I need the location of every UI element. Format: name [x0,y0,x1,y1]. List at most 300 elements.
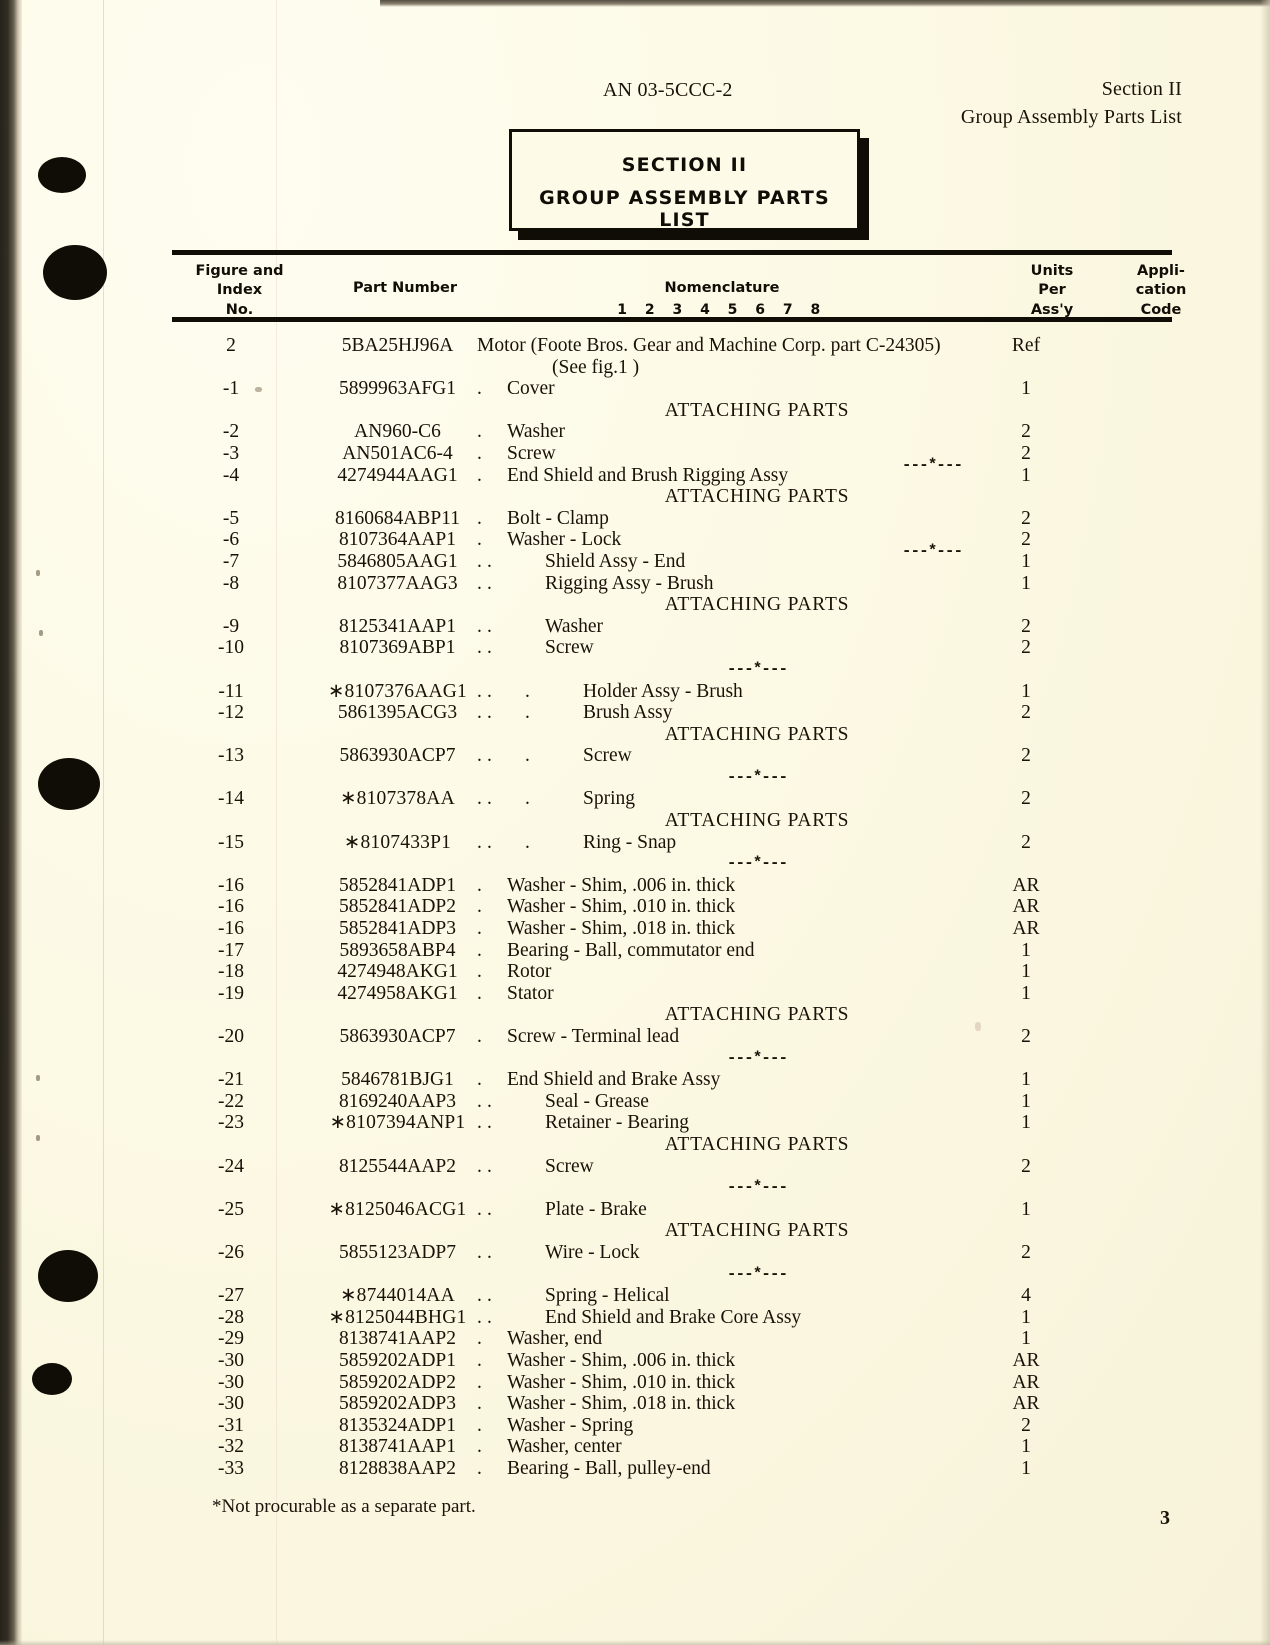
binder-punch-hole [43,245,107,300]
cell-figure-index: -10 [218,637,244,659]
table-row [172,335,1172,357]
cell-nomenclature: Rigging Assy - Brush [545,572,714,594]
scan-edge-left [0,0,22,1645]
cell-figure-index: -5 [222,507,240,529]
nomenclature-indent-dot: . [487,615,492,637]
cell-nomenclature: Stator [507,982,554,1004]
table-row [172,1156,1172,1178]
cell-part-number: 5846805AAG1 [337,550,458,572]
cell-part-number: AN960-C6 [354,421,441,443]
section-title-line2: GROUP ASSEMBLY PARTS LIST [539,187,830,231]
table-row [172,1026,1172,1048]
nomenclature-indent-dot: . [525,680,530,702]
cell-units-per-assy: 1 [1021,1306,1031,1328]
table-header-row [172,255,1187,318]
table-row [172,702,1172,724]
cell-figure-index: -27 [218,1285,244,1307]
nomenclature-indent-dot: . [477,1112,482,1134]
cell-part-number: 8125341AAP1 [338,615,456,637]
nomenclature-indent-dot: . [487,1112,492,1134]
cell-figure-index: -11 [218,680,244,702]
nomenclature-indent-dot: . [487,1090,492,1112]
table-row [172,788,1172,810]
attaching-parts-label [172,400,1172,422]
cell-units-per-assy: 1 [1021,982,1031,1004]
scan-edge-bottom [0,1640,1270,1645]
cell-part-number: 5863930ACP7 [339,1026,456,1047]
header-section-label: Section II [1101,78,1182,100]
attaching-parts-label [172,810,1172,832]
cell-figure-index: -15 [218,831,244,853]
nomenclature-indent-dot: . [477,896,482,918]
nomenclature-indent-dot: . [477,378,482,400]
cell-nomenclature: Washer [545,615,603,637]
table-row [172,832,1172,854]
scan-speck [36,1135,40,1141]
cell-part-number: 5855123ADP7 [338,1241,456,1263]
nomenclature-indent-dot: . [477,529,482,551]
attaching-parts-text: ATTACHING PARTS [664,1133,850,1155]
cell-units-per-assy: 1 [1021,464,1031,486]
nomenclature-indent-dot: . [477,421,482,443]
cell-part-number: ∗8107378AA [340,788,455,810]
cell-nomenclature: Washer - Shim, .010 in. thick [507,896,736,918]
nomenclature-indent-dot: . [525,702,530,724]
attaching-parts-label [172,724,1172,746]
cell-units-per-assy: 2 [1021,745,1031,767]
cell-figure-index: -30 [218,1393,244,1415]
table-row [172,1393,1172,1415]
cell-units-per-assy: 1 [1021,961,1031,983]
nomenclature-indent-dot: . [477,442,482,464]
nomenclature-indent-dot: . [487,788,492,810]
table-row [172,465,1172,487]
margin-rule-line [103,0,104,1645]
cell-units-per-assy: AR [1012,874,1040,896]
cell-figure-index: -1 [222,378,240,400]
section-title-line1: SECTION II [621,154,748,176]
attaching-parts-text: ATTACHING PARTS [664,486,850,508]
cell-figure-index: -28 [218,1306,244,1328]
cell-part-number: 8135324ADP1 [338,1414,456,1436]
cell-nomenclature: Screw [545,637,594,659]
scan-speck [39,630,43,636]
cell-part-number: ∗8107376AAG1 [328,680,467,702]
nomenclature-indent-dot: . [487,1155,492,1177]
cell-part-number: 5859202ADP3 [338,1393,456,1415]
table-row [172,1372,1172,1394]
binder-punch-hole [38,1250,98,1302]
column-header-nomenclature-levels: 1 2 3 4 5 6 7 8 [617,302,827,318]
nomenclature-indent-dot: . [477,831,482,853]
column-header-part-number: Part Number [352,280,458,296]
nomenclature-indent-dot: . [477,615,482,637]
column-header-application-code: Appli- cation Code [1135,263,1187,318]
table-row [172,1436,1172,1458]
cell-figure-index: -25 [218,1198,244,1220]
cell-units-per-assy: 2 [1021,1414,1031,1436]
cell-part-number: 8138741AAP1 [338,1436,456,1458]
cell-figure-index: -30 [218,1371,244,1393]
cell-nomenclature: Retainer - Bearing [545,1112,690,1134]
nomenclature-indent-dot: . [477,550,482,572]
section-separator [172,1048,1172,1070]
cell-units-per-assy: 2 [1021,507,1031,529]
attaching-parts-text: ATTACHING PARTS [664,1004,850,1026]
cell-figure-index: -16 [218,918,244,940]
cell-part-number: 5852841ADP3 [338,918,456,940]
cell-part-number: 8138741AAP2 [338,1328,456,1350]
nomenclature-indent-dot: . [477,1155,482,1177]
cell-nomenclature: End Shield and Brake Assy [507,1069,721,1091]
cell-figure-index: -22 [218,1090,244,1112]
nomenclature-indent-dot: . [477,982,482,1004]
cell-units-per-assy: 1 [1021,378,1031,400]
cell-part-number: ∗8125046ACG1 [328,1198,467,1220]
cell-units-per-assy: 1 [1021,550,1031,572]
cell-figure-index: -20 [218,1026,244,1047]
cell-figure-index: -21 [218,1069,244,1091]
cell-nomenclature: Screw [507,442,556,464]
cell-part-number: 4274958AKG1 [337,982,458,1004]
nomenclature-indent-dot: . [477,1393,482,1415]
cell-units-per-assy: 2 [1021,831,1031,853]
cell-figure-index: -3 [222,442,240,464]
cell-part-number: 4274944AAG1 [337,464,458,486]
nomenclature-indent-dot: . [525,745,530,767]
nomenclature-indent-dot: . [477,1349,482,1371]
attaching-parts-label [172,1004,1172,1026]
separator-text: ---*--- [726,1048,788,1067]
section-separator [172,659,1172,681]
cell-units-per-assy: 1 [1021,572,1031,594]
cell-part-number: 5852841ADP2 [338,896,456,918]
section-separator [172,1177,1172,1199]
attaching-parts-label [172,1134,1172,1156]
cell-units-per-assy: 2 [1021,421,1031,443]
nomenclature-indent-dot: . [487,745,492,767]
cell-part-number: 8107364AAP1 [338,529,456,551]
cell-nomenclature: Rotor [507,961,552,983]
cell-nomenclature: Bearing - Ball, pulley-end [507,1457,711,1479]
cell-part-number: 5BA25HJ96A [341,335,454,356]
cell-part-number: 8128838AAP2 [338,1457,456,1479]
nomenclature-indent-dot: . [487,572,492,594]
attaching-parts-text: ATTACHING PARTS [664,810,850,832]
cell-units-per-assy: 4 [1021,1285,1031,1307]
nomenclature-indent-dot: . [477,874,482,896]
cell-units-per-assy: 1 [1021,1436,1031,1458]
nomenclature-indent-dot: . [477,1414,482,1436]
cell-figure-index: -14 [218,788,244,810]
cell-part-number: 8107369ABP1 [339,637,456,659]
scan-speck [36,1075,40,1081]
cell-figure-index: -26 [218,1241,244,1263]
cell-nomenclature: Motor (Foote Bros. Gear and Machine Corp. part C-24305) [477,335,941,356]
binder-punch-hole [38,157,86,193]
cell-part-number: 8160684ABP11 [335,507,460,529]
cell-units-per-assy: 2 [1021,1026,1031,1047]
table-body [172,322,1172,1479]
nomenclature-continuation-text: (See fig.1 ) [552,356,640,378]
cell-figure-index: -29 [218,1328,244,1350]
cell-nomenclature: Washer - Shim, .006 in. thick [507,874,736,896]
cell-units-per-assy: 1 [1021,1069,1031,1091]
nomenclature-indent-dot: . [477,1069,482,1091]
cell-part-number: 8125544AAP2 [338,1155,456,1177]
section-separator [172,767,1172,789]
nomenclature-indent-dot: . [487,637,492,659]
cell-figure-index: -30 [218,1349,244,1371]
nomenclature-indent-dot: . [477,1436,482,1458]
cell-part-number: 5859202ADP1 [338,1349,456,1371]
parts-list-table [172,250,1187,1479]
cell-nomenclature: Screw - Terminal lead [507,1026,680,1047]
cell-figure-index: -4 [222,464,240,486]
nomenclature-indent-dot: . [477,918,482,940]
section-separator [172,1264,1172,1286]
table-row [172,896,1172,918]
cell-nomenclature: Washer - Spring [507,1414,634,1436]
cell-figure-index: -17 [218,939,244,961]
cell-part-number: 5859202ADP2 [338,1371,456,1393]
nomenclature-indent-dot: . [477,1090,482,1112]
cell-nomenclature: Washer - Lock [507,529,622,551]
cell-part-number: ∗8107433P1 [343,831,452,853]
table-row [172,573,1172,595]
table-row [172,875,1172,897]
nomenclature-indent-dot: . [477,1241,482,1263]
cell-part-number: ∗8107394ANP1 [329,1112,466,1134]
cell-units-per-assy: 2 [1021,442,1031,464]
table-row [172,1415,1172,1437]
cell-nomenclature: Washer, center [507,1436,622,1458]
cell-units-per-assy: 2 [1021,637,1031,659]
nomenclature-indent-dot: . [477,1285,482,1307]
cell-part-number: ∗8125044BHG1 [328,1306,467,1328]
nomenclature-indent-dot: . [487,702,492,724]
cell-nomenclature: End Shield and Brake Core Assy [545,1306,802,1328]
table-row [172,1242,1172,1264]
table-row [172,681,1172,703]
cell-units-per-assy: AR [1012,1349,1040,1371]
cell-figure-index: -24 [218,1155,244,1177]
table-row [172,1112,1172,1134]
table-row [172,983,1172,1005]
cell-figure-index: -13 [218,745,244,767]
separator-text: ---*--- [726,659,788,678]
nomenclature-indent-dot: . [487,680,492,702]
table-row [172,961,1172,983]
nomenclature-continuation [172,357,1172,379]
nomenclature-indent-dot: . [477,1306,482,1328]
nomenclature-indent-dot: . [477,1328,482,1350]
attaching-parts-text: ATTACHING PARTS [664,1220,850,1242]
cell-part-number: 8107377AAG3 [337,572,458,594]
attaching-parts-label [172,594,1172,616]
column-header-units-per-assy: Units Per Ass'y [1030,263,1074,318]
nomenclature-indent-dot: . [487,1198,492,1220]
table-row [172,378,1172,400]
table-row [172,940,1172,962]
nomenclature-indent-dot: . [477,702,482,724]
nomenclature-indent-dot: . [477,680,482,702]
cell-units-per-assy: AR [1012,1393,1040,1415]
cell-figure-index: -16 [218,874,244,896]
cell-units-per-assy: 2 [1021,529,1031,551]
cell-part-number: 4274948AKG1 [337,961,458,983]
separator-text: ---*--- [901,455,963,474]
section-title-box [509,129,860,231]
cell-units-per-assy: AR [1012,1371,1040,1393]
cell-figure-index: -33 [218,1457,244,1479]
cell-figure-index: -18 [218,961,244,983]
cell-part-number: 5899963AFG1 [338,378,456,400]
separator-text: ---*--- [726,1178,788,1197]
binder-punch-hole [38,758,100,810]
cell-nomenclature: Spring - Helical [545,1285,670,1307]
nomenclature-indent-dot: . [477,507,482,529]
document-number: AN 03-5CCC-2 [603,79,733,101]
table-row [172,918,1172,940]
cell-figure-index: 2 [226,335,236,356]
separator-text: ---*--- [726,854,788,873]
cell-nomenclature: Washer - Shim, .010 in. thick [507,1371,736,1393]
cell-part-number: 5893658ABP4 [339,939,456,961]
cell-nomenclature: Washer - Shim, .018 in. thick [507,918,736,940]
cell-nomenclature: Holder Assy - Brush [583,680,743,702]
table-row [172,637,1172,659]
column-header-nomenclature: Nomenclature [664,280,780,296]
scan-edge-right [1260,0,1270,1645]
attaching-parts-label [172,1220,1172,1242]
cell-units-per-assy: AR [1012,896,1040,918]
nomenclature-indent-dot: . [487,1241,492,1263]
cell-figure-index: -23 [218,1112,244,1134]
cell-part-number: 5863930ACP7 [339,745,456,767]
attaching-parts-text: ATTACHING PARTS [664,399,850,421]
nomenclature-indent-dot: . [477,1371,482,1393]
cell-nomenclature: Washer [507,421,565,443]
nomenclature-indent-dot: . [477,1026,482,1047]
cell-part-number: 5852841ADP1 [338,874,456,896]
cell-units-per-assy: 1 [1021,680,1031,702]
scan-speck [36,570,40,576]
cell-nomenclature: Seal - Grease [545,1090,649,1112]
header-section-sublabel: Group Assembly Parts List [960,106,1182,128]
table-row [172,616,1172,638]
table-row [172,1307,1172,1329]
cell-nomenclature: Cover [507,378,555,400]
cell-figure-index: -19 [218,982,244,1004]
cell-units-per-assy: 1 [1021,1198,1031,1220]
table-row [172,442,1172,474]
table-row [172,745,1172,767]
cell-part-number: 8169240AAP3 [338,1090,456,1112]
table-row [172,1069,1172,1091]
cell-nomenclature: Brush Assy [583,702,673,724]
cell-figure-index: -9 [222,615,240,637]
cell-part-number: AN501AC6-4 [342,442,453,464]
table-row [172,551,1172,573]
nomenclature-indent-dot: . [477,961,482,983]
separator-text: ---*--- [726,767,788,786]
cell-figure-index: -32 [218,1436,244,1458]
cell-nomenclature: Plate - Brake [545,1198,647,1220]
table-row [172,421,1172,443]
table-row [172,508,1172,530]
cell-nomenclature: Shield Assy - End [545,550,686,572]
attaching-parts-label [172,486,1172,508]
nomenclature-indent-dot: . [477,464,482,486]
cell-units-per-assy: Ref [1011,335,1041,356]
cell-figure-index: -7 [222,550,240,572]
section-separator [172,853,1172,875]
cell-nomenclature: Washer - Shim, .006 in. thick [507,1349,736,1371]
nomenclature-indent-dot: . [477,788,482,810]
nomenclature-indent-dot: . [477,1198,482,1220]
cell-units-per-assy: 2 [1021,1155,1031,1177]
nomenclature-indent-dot: . [477,745,482,767]
nomenclature-indent-dot: . [477,572,482,594]
nomenclature-indent-dot: . [487,1285,492,1307]
nomenclature-indent-dot: . [487,1306,492,1328]
nomenclature-indent-dot: . [525,831,530,853]
cell-nomenclature: Washer - Shim, .018 in. thick [507,1393,736,1415]
cell-units-per-assy: 2 [1021,1241,1031,1263]
scan-edge-top [380,0,1270,7]
cell-nomenclature: Bolt - Clamp [507,507,609,529]
cell-nomenclature: End Shield and Brush Rigging Assy [507,464,789,486]
nomenclature-indent-dot: . [487,550,492,572]
cell-nomenclature: Wire - Lock [545,1241,640,1263]
separator-text: ---*--- [726,1264,788,1283]
cell-figure-index: -6 [222,529,240,551]
cell-units-per-assy: 2 [1021,702,1031,724]
cell-figure-index: -8 [222,572,240,594]
cell-figure-index: -12 [218,702,244,724]
table-row [172,1091,1172,1113]
cell-nomenclature: Ring - Snap [583,831,677,853]
cell-figure-index: -16 [218,896,244,918]
page-number: 3 [1160,1507,1170,1529]
nomenclature-indent-dot: . [477,1457,482,1479]
cell-units-per-assy: 1 [1021,939,1031,961]
cell-units-per-assy: 2 [1021,615,1031,637]
binder-punch-hole [32,1363,72,1395]
separator-text: ---*--- [901,542,963,561]
cell-nomenclature: Screw [545,1155,594,1177]
table-row [172,1350,1172,1372]
table-footnote: *Not procurable as a separate part. [212,1496,476,1517]
nomenclature-indent-dot: . [525,788,530,810]
nomenclature-indent-dot: . [477,637,482,659]
cell-units-per-assy: AR [1012,918,1040,940]
cell-units-per-assy: 1 [1021,1328,1031,1350]
table-row [172,1285,1172,1307]
column-header-figure-index: Figure and Index No. [195,263,284,318]
attaching-parts-text: ATTACHING PARTS [664,723,850,745]
nomenclature-indent-dot: . [487,831,492,853]
cell-nomenclature: Screw [583,745,632,767]
cell-part-number: 5846781BJG1 [341,1069,454,1091]
cell-figure-index: -31 [218,1414,244,1436]
attaching-parts-text: ATTACHING PARTS [664,594,850,616]
cell-part-number: ∗8744014AA [340,1285,455,1307]
table-row [172,1199,1172,1221]
nomenclature-indent-dot: . [477,939,482,961]
cell-part-number: 5861395ACG3 [337,702,458,724]
